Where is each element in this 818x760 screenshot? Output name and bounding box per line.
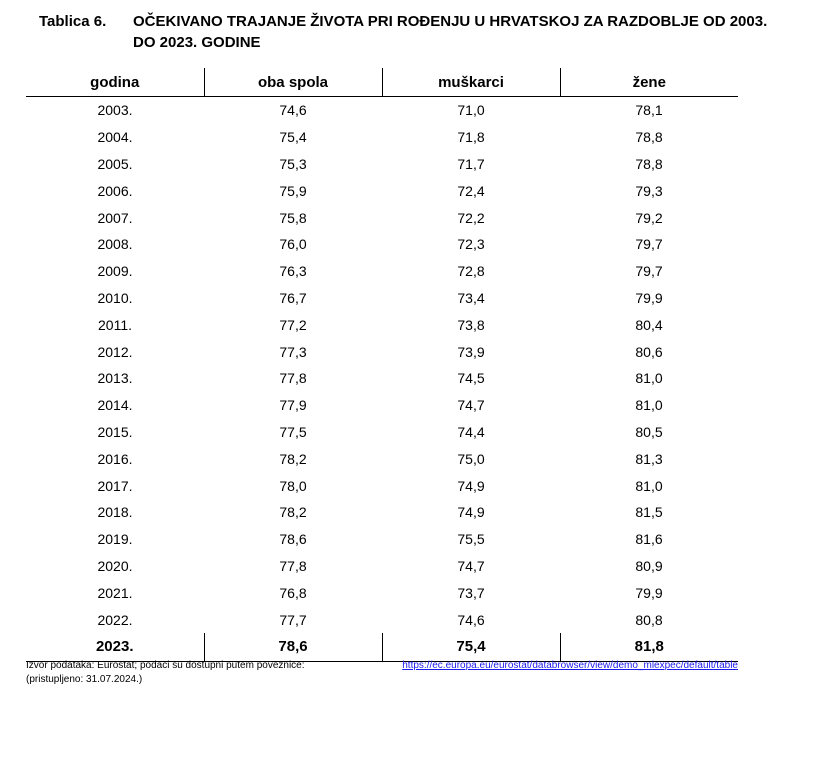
cell-muskarci: 74,7 bbox=[457, 397, 485, 414]
table-row bbox=[26, 151, 738, 178]
cell-godina: 2014. bbox=[97, 397, 133, 414]
cell-zene: 81,3 bbox=[635, 450, 663, 467]
cell-godina: 2021. bbox=[97, 584, 133, 601]
cell-oba-spola: 76,8 bbox=[279, 584, 307, 601]
cell-muskarci: 73,7 bbox=[457, 584, 485, 601]
cell-muskarci: 75,5 bbox=[457, 531, 485, 548]
cell-zene: 81,0 bbox=[635, 397, 663, 414]
cell-oba-spola: 78,0 bbox=[279, 477, 307, 494]
cell-godina: 2008. bbox=[97, 236, 133, 253]
cell-oba-spola: 74,6 bbox=[279, 102, 307, 119]
cell-zene: 80,6 bbox=[635, 343, 663, 360]
cell-oba-spola: 77,8 bbox=[279, 557, 307, 574]
cell-muskarci: 72,8 bbox=[457, 263, 485, 280]
cell-godina: 2006. bbox=[97, 182, 133, 199]
cell-oba-spola: 75,8 bbox=[279, 209, 307, 226]
cell-godina: 2013. bbox=[97, 370, 133, 387]
table-row bbox=[26, 606, 738, 633]
cell-zene: 79,9 bbox=[635, 289, 663, 306]
table-row bbox=[26, 258, 738, 285]
table-row bbox=[26, 97, 738, 124]
table-row bbox=[26, 419, 738, 446]
cell-godina: 2018. bbox=[97, 504, 133, 521]
cell-zene: 79,9 bbox=[635, 584, 663, 601]
header-oba-spola: oba spola bbox=[204, 68, 382, 97]
cell-oba-spola: 77,7 bbox=[279, 611, 307, 628]
cell-zene: 81,5 bbox=[635, 504, 663, 521]
cell-muskarci: 72,3 bbox=[457, 236, 485, 253]
cell-muskarci: 74,9 bbox=[457, 504, 485, 521]
cell-zene: 78,1 bbox=[635, 102, 663, 119]
cell-oba-spola: 78,6 bbox=[204, 633, 382, 662]
cell-muskarci: 73,8 bbox=[457, 316, 485, 333]
table-row bbox=[26, 204, 738, 231]
source-link[interactable]: https://ec.europa.eu/eurostat/databrowser/view/demo_mlexpec/default/table bbox=[402, 660, 738, 671]
cell-oba-spola: 75,9 bbox=[279, 182, 307, 199]
cell-zene: 80,9 bbox=[635, 557, 663, 574]
cell-muskarci: 71,7 bbox=[457, 155, 485, 172]
source-note bbox=[26, 659, 738, 687]
cell-muskarci: 72,2 bbox=[457, 209, 485, 226]
cell-zene: 79,7 bbox=[635, 263, 663, 280]
cell-zene: 81,0 bbox=[635, 477, 663, 494]
cell-muskarci: 74,9 bbox=[457, 477, 485, 494]
cell-zene: 79,2 bbox=[635, 209, 663, 226]
cell-muskarci: 74,5 bbox=[457, 370, 485, 387]
table-row bbox=[26, 365, 738, 392]
cell-zene: 79,7 bbox=[635, 236, 663, 253]
cell-muskarci: 73,4 bbox=[457, 289, 485, 306]
cell-godina: 2004. bbox=[97, 129, 133, 146]
table-row bbox=[26, 311, 738, 338]
cell-muskarci: 71,8 bbox=[457, 129, 485, 146]
cell-zene: 78,8 bbox=[635, 129, 663, 146]
cell-zene: 80,5 bbox=[635, 423, 663, 440]
cell-godina: 2007. bbox=[97, 209, 133, 226]
cell-godina: 2015. bbox=[97, 423, 133, 440]
cell-muskarci: 71,0 bbox=[457, 102, 485, 119]
cell-muskarci: 75,4 bbox=[382, 633, 560, 662]
table-row bbox=[26, 445, 738, 472]
table-row bbox=[26, 633, 738, 662]
table-row bbox=[26, 231, 738, 258]
table-row bbox=[26, 579, 738, 606]
life-expectancy-table bbox=[26, 68, 738, 662]
cell-muskarci: 74,4 bbox=[457, 423, 485, 440]
table-header-row bbox=[26, 68, 738, 97]
cell-godina: 2012. bbox=[97, 343, 133, 360]
cell-oba-spola: 78,2 bbox=[279, 504, 307, 521]
cell-godina: 2016. bbox=[97, 450, 133, 467]
cell-zene: 81,0 bbox=[635, 370, 663, 387]
cell-oba-spola: 77,2 bbox=[279, 316, 307, 333]
table-row bbox=[26, 553, 738, 580]
cell-godina: 2023. bbox=[26, 633, 204, 662]
table-row bbox=[26, 499, 738, 526]
cell-muskarci: 74,7 bbox=[457, 557, 485, 574]
table-row bbox=[26, 124, 738, 151]
source-prefix: Izvor podataka: Eurostat; podaci su dostupni putem poveznice: bbox=[26, 660, 305, 671]
header-muskarci: muškarci bbox=[382, 68, 560, 97]
header-godina: godina bbox=[26, 68, 204, 97]
cell-oba-spola: 75,4 bbox=[279, 129, 307, 146]
cell-zene: 81,6 bbox=[635, 531, 663, 548]
cell-godina: 2019. bbox=[97, 531, 133, 548]
cell-muskarci: 72,4 bbox=[457, 182, 485, 199]
table-row bbox=[26, 177, 738, 204]
table-row bbox=[26, 392, 738, 419]
cell-godina: 2011. bbox=[98, 316, 132, 333]
cell-godina: 2005. bbox=[97, 155, 133, 172]
cell-oba-spola: 78,6 bbox=[279, 531, 307, 548]
cell-muskarci: 75,0 bbox=[457, 450, 485, 467]
cell-godina: 2017. bbox=[97, 477, 133, 494]
cell-zene: 81,8 bbox=[560, 633, 738, 662]
cell-godina: 2022. bbox=[97, 611, 133, 628]
cell-godina: 2003. bbox=[97, 102, 133, 119]
cell-oba-spola: 77,3 bbox=[279, 343, 307, 360]
table-number: Tablica 6. bbox=[39, 13, 107, 30]
table-caption: OČEKIVANO TRAJANJE ŽIVOTA PRI ROĐENJU U HRVATSKOJ ZA RAZDOBLJE OD 2003. DO 2023. GODINE bbox=[133, 13, 768, 51]
table-row bbox=[26, 285, 738, 312]
cell-zene: 80,8 bbox=[635, 611, 663, 628]
cell-oba-spola: 75,3 bbox=[279, 155, 307, 172]
header-zene: žene bbox=[560, 68, 738, 97]
cell-godina: 2009. bbox=[97, 263, 133, 280]
cell-godina: 2010. bbox=[97, 289, 133, 306]
cell-muskarci: 73,9 bbox=[457, 343, 485, 360]
table-row bbox=[26, 472, 738, 499]
cell-godina: 2020. bbox=[97, 557, 133, 574]
source-accessed: (pristupljeno: 31.07.2024.) bbox=[26, 674, 143, 685]
table-row bbox=[26, 338, 738, 365]
cell-muskarci: 74,6 bbox=[457, 611, 485, 628]
cell-oba-spola: 76,3 bbox=[279, 263, 307, 280]
cell-zene: 79,3 bbox=[635, 182, 663, 199]
cell-oba-spola: 76,0 bbox=[279, 236, 307, 253]
cell-oba-spola: 78,2 bbox=[279, 450, 307, 467]
cell-zene: 78,8 bbox=[635, 155, 663, 172]
cell-oba-spola: 77,5 bbox=[279, 423, 307, 440]
cell-oba-spola: 77,8 bbox=[279, 370, 307, 387]
cell-zene: 80,4 bbox=[635, 316, 663, 333]
table-row bbox=[26, 526, 738, 553]
cell-oba-spola: 77,9 bbox=[279, 397, 307, 414]
cell-oba-spola: 76,7 bbox=[279, 289, 307, 306]
